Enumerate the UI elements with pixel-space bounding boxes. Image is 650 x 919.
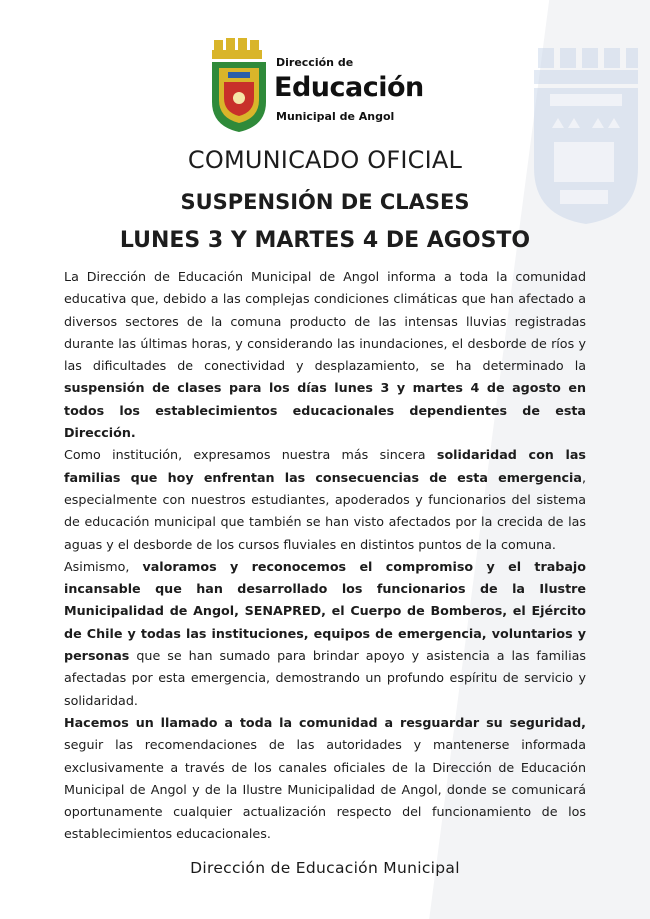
announcement-body [64, 266, 586, 846]
municipal-crest-logo [210, 38, 268, 134]
paragraph-1: La Dirección de Educación Municipal de Angol informa a toda la comunidad educativa que, debido a las complejas condiciones climáticas que han afectado a diversos sectores de la comuna producto de las intensas lluvias registradas durante las últimas horas, y considerando las inundaciones, el desborde de ríos y las dificultades de conectividad y desplazamiento, se ha determinado la suspensión de clases para los días lunes 3 y martes 4 de agosto en todos los establecimientos educacionales dependientes de esta Dirección. [64, 269, 586, 441]
brand-main-title: Educación [274, 72, 424, 103]
dates-heading: LUNES 3 Y MARTES 4 DE AGOSTO [119, 228, 531, 253]
signature-footer: Dirección de Educación Municipal [190, 859, 460, 877]
paragraph-3: Asimismo, valoramos y reconocemos el compromiso y el trabajo incansable que han desarrollado los funcionarios de la Ilustre Municipalidad de Angol, SENAPRED, el Cuerpo de Bomberos, el Ejército de Chile y todas las instituciones, equipos de emergencia, voluntarios y personas que se han sumado para brindar apoyo y asistencia a las familias afectadas por esta emergencia, demostrando un profundo espíritu de servicio y solidaridad. [64, 558, 586, 708]
paragraph-2: Como institución, expresamos nuestra más sincera solidaridad con las familias que hoy enfrentan las consecuencias de esta emergencia, especialmente con nuestros estudiantes, apoderados y funcionarios del sistema de educación municipal que también se han visto afectados por la crecida de las aguas y el desborde de los cursos fluviales en distintos puntos de la comuna. [64, 447, 586, 552]
document-heading: COMUNICADO OFICIAL [187, 146, 463, 174]
brand-top-line: Dirección de [276, 56, 354, 69]
header [210, 38, 470, 138]
paragraph-4: Hacemos un llamado a toda la comunidad a resguardar su seguridad, seguir las recomendaciones de las autoridades y mantenerse informada exclusivamente a través de los canales oficiales de la Dirección de Educación Municipal de Angol y de la Ilustre Municipalidad de Angol, donde se comunicará oportunamente cualquier actualización respecto del funcionamiento de los establecimientos educacionales. [64, 714, 586, 842]
subject-heading: SUSPENSIÓN DE CLASES [180, 190, 470, 214]
brand-sub-line: Municipal de Angol [276, 110, 395, 123]
